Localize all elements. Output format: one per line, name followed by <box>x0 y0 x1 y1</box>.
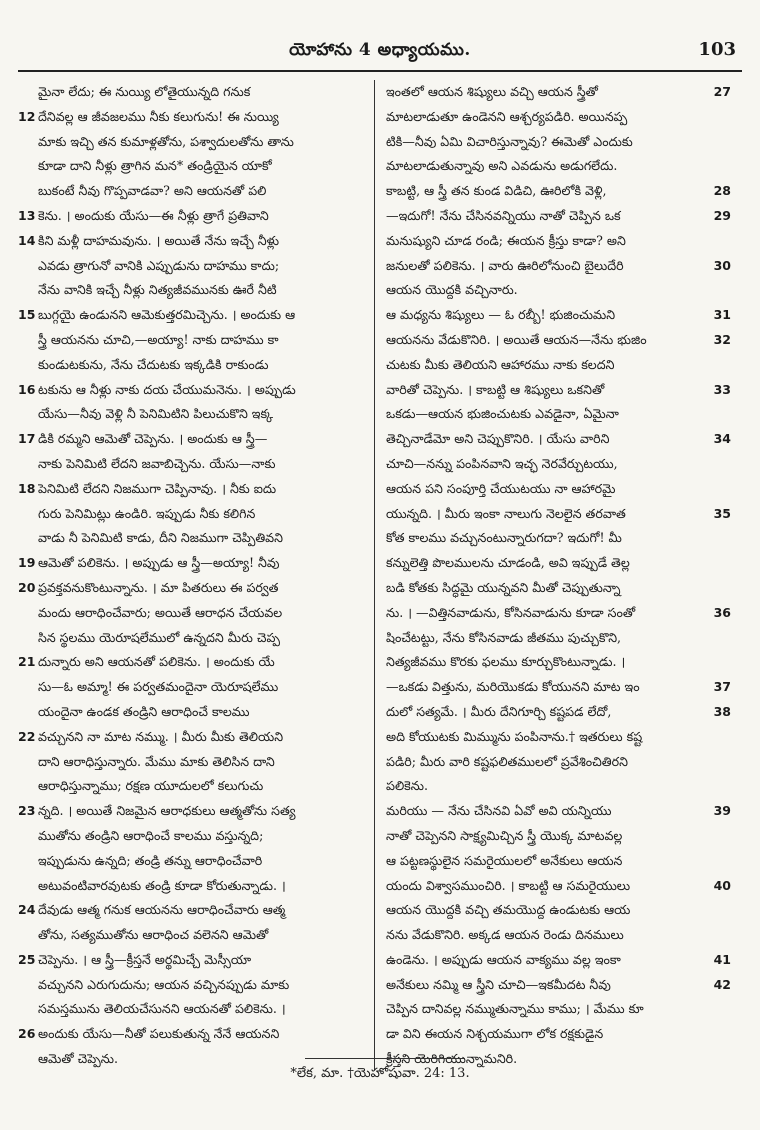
verse-text: ఆయన పని సంపూర్తి చేయుటయు నా ఆహారమై <box>386 480 616 496</box>
verse-text: ఆ మధ్యను శిష్యులు — ఓ రబ్బీ! భుజించుమని <box>386 307 616 323</box>
verse-number: 27 <box>713 84 731 99</box>
verse-text: పెనిమిటి లేదని నిజముగా చెప్పినావు. । నీకు ఐదు <box>38 480 277 496</box>
text-line <box>386 502 731 527</box>
verse-text: —ఒకడు విత్తును, మరియొకడు కోయునని మాట ఇం <box>386 679 640 695</box>
text-line <box>18 700 363 725</box>
header-rule <box>18 70 742 72</box>
verse-text: ఆరాధిస్తున్నాము; రక్షణ యూదులలో కలుగుచు <box>38 778 264 794</box>
text-line <box>386 179 731 204</box>
text-line <box>18 353 363 378</box>
verse-number: 39 <box>713 803 731 819</box>
text-line <box>386 452 731 477</box>
text-line <box>386 898 731 923</box>
text-line <box>386 675 731 700</box>
verse-text: మాటలాడుతూ ఉండెనని ఆశ్చర్యపడిరి. అయినప్ప <box>386 108 628 124</box>
text-line <box>18 130 363 155</box>
verse-text: ఇంతలో ఆయన శిష్యులు వచ్చి ఆయన స్త్రీతో <box>386 84 598 99</box>
text-line <box>386 427 731 452</box>
verse-text: ఎవడు త్రాగునో వానికి ఎప్పుడును దాహము కాదు; <box>38 257 280 273</box>
verse-number: 25 <box>18 951 36 967</box>
verse-number: 40 <box>713 877 731 893</box>
text-line <box>18 874 363 899</box>
text-line <box>386 229 731 254</box>
verse-text: డా విని ఈయన నిశ్చయముగా లోక రక్షకుడైన <box>386 1026 604 1042</box>
verse-text: మందు ఆరాధించేవారు; అయితే ఆరాధన చేయవల <box>38 604 283 620</box>
text-line <box>386 923 731 948</box>
verse-number: 32 <box>713 331 731 347</box>
chapter-title: యోహాను 4 అధ్యాయము. <box>289 40 471 60</box>
verse-text: వారితో చెప్పెను. । కాబట్టి ఆ శిష్యులు ఒకనితో <box>386 381 605 397</box>
verse-text: అందుకు యేసు—నీతో పలుకుతున్న నేనే ఆయనని <box>38 1026 280 1042</box>
text-line <box>18 378 363 403</box>
verse-text: సమస్తమును తెలియచేసునని ఆయనతో పలికెను. । <box>38 1001 286 1017</box>
text-line <box>18 328 363 353</box>
text-line <box>18 824 363 849</box>
text-line <box>18 303 363 328</box>
verse-number: 18 <box>18 480 36 496</box>
text-line <box>386 378 731 403</box>
text-line <box>18 551 363 576</box>
text-line <box>386 303 731 328</box>
verse-text: బడి కోతకు సిద్ధమై యున్నవని మీతో చెప్పుతున్నా <box>386 579 621 595</box>
verse-number: 16 <box>18 381 36 397</box>
verse-text: సు—ఓ అమ్మా! ఈ పర్వతమందైనా యెరూషలేము <box>38 679 279 695</box>
verse-text: తోను, సత్యముతోను ఆరాధించ వలెనని ఆమెతో <box>38 927 269 943</box>
text-line <box>18 526 363 551</box>
verse-number: 20 <box>18 579 36 595</box>
verse-number: 28 <box>713 183 731 199</box>
verse-text: యున్నది. । మీరు ఇంకా నాలుగు నెలలైన తరవాత <box>386 505 626 521</box>
verse-text: అనేకులు నమ్మి ఆ స్త్రీని చూచి—ఇకమీదట నీవు <box>386 976 611 992</box>
text-line <box>18 278 363 303</box>
text-line <box>386 1022 731 1047</box>
verse-number: 35 <box>713 505 731 521</box>
text-line <box>386 80 731 105</box>
verse-number: 29 <box>713 207 731 223</box>
text-line <box>386 601 731 626</box>
text-line <box>18 402 363 427</box>
verse-text: పలికెను. <box>386 778 428 794</box>
column-divider <box>374 80 375 1070</box>
text-line <box>18 997 363 1022</box>
verse-number: 41 <box>713 951 731 967</box>
left-column <box>18 80 363 1070</box>
verse-text: మాటలాడుతున్నావు అని ఎవడును అడుగలేదు. <box>386 158 618 174</box>
text-line <box>18 229 363 254</box>
text-line <box>386 402 731 427</box>
verse-text: గురు పెనిమిట్లు ఉండిరి. ఇప్పుడు నీకు కలిగిన <box>38 505 256 521</box>
text-line <box>18 254 363 279</box>
text-line <box>18 923 363 948</box>
verse-text: నను వేడుకొనిరి. అక్కడ ఆయన రెండు దినములు <box>386 927 624 943</box>
text-line <box>18 154 363 179</box>
verse-number: 31 <box>713 307 731 323</box>
verse-text: అది కోయుటకు మిమ్మును పంపినాను.† ఇతరులు కష్ట <box>386 728 643 744</box>
verse-number: 42 <box>713 976 731 992</box>
verse-text: ఆ పట్టణస్థులైన సమరైయులలో అనేకులు ఆయన <box>386 852 623 868</box>
verse-number: 21 <box>18 654 36 670</box>
verse-text: కూడా దాని నీళ్లు త్రాగిన మన* తండ్రియైన యాకో <box>38 158 272 174</box>
verse-text: టికి—నీవు ఏమి విచారిస్తున్నావు? ఈమెతో ఎందుకు <box>386 133 633 149</box>
text-line <box>18 626 363 651</box>
verse-number: 17 <box>18 431 36 447</box>
verse-text: క్రీస్తని యెరిగియున్నామనిరి. <box>386 1051 518 1067</box>
verse-text: కుండుటకును, నేను చేదుటకు ఇక్కడికి రాకుండు <box>38 356 269 372</box>
page-number: 103 <box>698 39 736 60</box>
verse-number: 37 <box>713 679 731 695</box>
verse-text: నాకు పెనిమిటి లేదని జవాబిచ్చెను. యేసు—నాకు <box>38 455 276 471</box>
verse-number: 26 <box>18 1026 36 1042</box>
verse-text: దేనివల్ల ఆ జీవజలము నీకు కలుగును! ఈ నుయ్యి <box>38 108 279 124</box>
verse-text: టకును ఆ నీళ్లు నాకు దయ చేయుమనెను. । అప్పుడు <box>38 381 296 397</box>
verse-text: మనుష్యుని చూడ రండి; ఈయన క్రీస్తు కాడా? అని <box>386 232 626 248</box>
text-line <box>386 105 731 130</box>
verse-text: సిన స్థలము యెరూషలేములో ఉన్నదని మీరు చెప్ప <box>38 629 280 645</box>
verse-text: బుగ్గయై ఉండునని ఆమెకుత్తరమిచ్చెను. । అందుకు ఆ <box>38 307 296 323</box>
text-line <box>386 725 731 750</box>
text-line <box>18 1022 363 1047</box>
text-line <box>386 650 731 675</box>
verse-text: ఇప్పుడును ఉన్నది; తండ్రి తన్ను ఆరాధించేవారి <box>38 852 263 868</box>
verse-number: 14 <box>18 232 36 248</box>
text-line <box>386 551 731 576</box>
text-line <box>386 849 731 874</box>
text-line <box>386 774 731 799</box>
verse-number: 38 <box>713 703 731 719</box>
verse-text: ఒకడు—ఆయన భుజించుటకు ఎవడైనా, ఏమైనా <box>386 406 619 422</box>
verse-text: ప్రవక్తవనుకొంటున్నాను. । మా పితరులు ఈ పర్వత <box>38 579 279 595</box>
verse-number: 23 <box>18 803 36 819</box>
verse-text: వచ్చునని నా మాట నమ్ము. । మీరు మీకు తెలియని <box>38 728 284 744</box>
verse-text: వచ్చునని ఎరుగుదును; ఆయన వచ్చినప్పుడు మాకు <box>38 976 290 992</box>
text-line <box>386 799 731 824</box>
verse-text: న్నది. । అయితే నిజమైన ఆరాధకులు ఆత్మతోను సత్య <box>38 803 296 819</box>
verse-text: యేసు—నీవు వెళ్లి నీ పెనిమిటిని పిలుచుకొని ఇక్క <box>38 406 274 422</box>
verse-text: షించేటట్టు, నేను కోసినవాడు జీతము పుచ్చుకొని, <box>386 629 622 645</box>
text-line <box>18 725 363 750</box>
text-line <box>18 452 363 477</box>
verse-text: యందు విశ్వాసముంచిరి. । కాబట్టి ఆ సమరైయులు <box>386 877 631 893</box>
footnote-rule <box>305 1058 465 1059</box>
text-line <box>18 799 363 824</box>
verse-text: బుకంటే నీవు గొప్పవాడవా? అని ఆయనతో పలి <box>38 183 267 199</box>
text-line <box>386 526 731 551</box>
verse-text: ఆమెతో పలికెను. । అప్పుడు ఆ స్త్రీ—అయ్యా! నీవు <box>38 555 280 571</box>
verse-text: జనులతో పలికెను. । వారు ఊరిలోనుంచి బైలుదేరి <box>386 257 624 273</box>
text-line <box>18 601 363 626</box>
verse-number: 24 <box>18 902 36 918</box>
text-line <box>386 130 731 155</box>
text-line <box>386 353 731 378</box>
verse-text: —ఇదుగో! నేను చేసినవన్నియు నాతో చెప్పిన ఒక <box>386 207 621 223</box>
text-line <box>386 874 731 899</box>
text-line <box>386 750 731 775</box>
verse-text: దాని ఆరాధిస్తున్నారు. మేము మాకు తెలిసిన దాని <box>38 753 275 769</box>
text-line <box>18 675 363 700</box>
text-line <box>386 154 731 179</box>
verse-text: మరియు — నేను చేసినవి ఏవో అవి యన్నియు <box>386 803 612 819</box>
text-line <box>386 626 731 651</box>
verse-text: ఆమెతో చెప్పెను. <box>38 1051 118 1067</box>
verse-text: చుటకు మీకు తెలియని ఆహారము నాకు కలదని <box>386 356 615 372</box>
verse-number: 33 <box>713 381 731 397</box>
verse-number: 36 <box>713 604 731 620</box>
verse-text: దేవుడు ఆత్మ గనుక ఆయనను ఆరాధించేవారు ఆత్మ <box>38 902 286 918</box>
text-line <box>18 477 363 502</box>
verse-text: చెప్పెను. । ఆ స్త్రీ—క్రీస్తనే అర్థమిచ్చే మెస్సీయా <box>38 951 252 967</box>
text-line <box>18 502 363 527</box>
text-line <box>386 948 731 973</box>
verse-text: వాడు నీ పెనిమిటి కాడు, దీని నిజముగా చెప్పితివని <box>38 530 283 546</box>
verse-number: 22 <box>18 728 36 744</box>
verse-text: కెను. । అందుకు యేసు—ఈ నీళ్లు త్రాగే ప్రతివాని <box>38 207 269 223</box>
text-line <box>386 328 731 353</box>
text-line <box>18 948 363 973</box>
verse-text: నిత్యజీవము కొరకు ఫలము కూర్చుకొంటున్నాడు. । <box>386 654 626 670</box>
verse-number: 34 <box>713 431 731 447</box>
text-line <box>386 278 731 303</box>
right-column <box>386 80 731 1070</box>
text-line <box>18 204 363 229</box>
verse-text: ఆయన యొద్దకి వచ్చినారు. <box>386 282 518 298</box>
verse-text: కాబట్టి, ఆ స్త్రీ తన కుండ విడిచి, ఊరిలోకి వెళ్లి, <box>386 183 607 199</box>
text-line <box>18 576 363 601</box>
text-line <box>18 427 363 452</box>
text-line <box>18 849 363 874</box>
text-line <box>18 179 363 204</box>
verse-text: తెచ్చినాడేమో అని చెప్పుకొనిరి. । యేసు వారిని <box>386 431 610 447</box>
verse-number: 15 <box>18 307 36 323</box>
text-line <box>18 973 363 998</box>
verse-text: ఉండెను. । అప్పుడు ఆయన వాక్యము వల్ల ఇంకా <box>386 951 621 967</box>
text-line <box>386 477 731 502</box>
verse-text: ను. । —విత్తినవాడును, కోసినవాడును కూడా సంతో <box>386 604 636 620</box>
verse-text: డికి రమ్మని ఆమెతో చెప్పెను. । అందుకు ఆ స్త్రీ— <box>38 431 268 447</box>
verse-text: అటువంటివారవుటకు తండ్రి కూడా కోరుతున్నాడు. । <box>38 877 286 893</box>
text-line <box>18 80 363 105</box>
verse-number: 12 <box>18 108 36 124</box>
verse-text: దున్నారు అని ఆయనతో పలికెను. । అందుకు యే <box>38 654 275 670</box>
verse-text: కిని మళ్లీ దాహమవును. । అయితే నేను ఇచ్చే నీళ్లు <box>38 232 280 248</box>
verse-text: ఆయనను వేడుకొనిరి. । అయితే ఆయన—నేను భుజిం <box>386 331 647 347</box>
verse-text: యందైనా ఉండక తండ్రిని ఆరాధించే కాలము <box>38 703 250 719</box>
text-columns <box>18 80 744 1070</box>
verse-number: 13 <box>18 207 36 223</box>
text-line <box>18 898 363 923</box>
verse-text: చూచి—నన్ను పంపినవాని ఇచ్ఛ నెరవేర్చుటయు, <box>386 455 618 471</box>
text-line <box>386 997 731 1022</box>
text-line <box>386 204 731 229</box>
verse-text: కన్నులెత్తి పొలములను చూడండి, అవి ఇప్పుడే తెల్ల <box>386 555 630 571</box>
verse-text: కోత కాలము వచ్చునంటున్నారుగదా? ఇదుగో! మీ <box>386 530 622 546</box>
text-line <box>18 750 363 775</box>
verse-text: చెప్పిన దానివల్ల నమ్ముతున్నాము కాము; । మేము కూ <box>386 1001 644 1017</box>
verse-number: 30 <box>713 257 731 273</box>
text-line <box>386 700 731 725</box>
verse-text: నేను వానికి ఇచ్చే నీళ్లు నిత్యజీవమునకు ఊరే నీటి <box>38 282 277 298</box>
text-line <box>386 973 731 998</box>
verse-text: దులో సత్యమే. । మీరు దేనిగూర్చి కష్టపడ లేదో, <box>386 703 612 719</box>
verse-text: ముతోను తండ్రిని ఆరాధించే కాలము వస్తున్నది; <box>38 827 264 843</box>
footnote: *లేక, మా. †యెహోషువా. 24: 13. <box>290 1066 470 1081</box>
verse-text: మైనా లేదు; ఈ నుయ్యి లోతైయున్నది గనుక <box>38 84 251 99</box>
verse-text: పడిరి; మీరు వారి కష్టఫలితములలో ప్రవేశించితిరని <box>386 753 628 769</box>
text-line <box>386 576 731 601</box>
verse-text: ఆయన యొద్దకి వచ్చి తమయొద్ద ఉండుటకు ఆయ <box>386 902 631 918</box>
page-header <box>18 34 742 76</box>
text-line <box>18 774 363 799</box>
text-line <box>386 254 731 279</box>
text-line <box>18 105 363 130</box>
verse-number: 19 <box>18 555 36 571</box>
text-line <box>386 824 731 849</box>
verse-text: మాకు ఇచ్చి తన కుమాళ్లతోను, పశ్వాదులతోను తాను <box>38 133 294 149</box>
verse-text: స్త్రీ ఆయనను చూచి,—అయ్యా! నాకు దాహము కా <box>38 331 279 347</box>
verse-text: నాతో చెప్పెనని సాక్ష్యమిచ్చిన స్త్రీ యొక్క మాటవల్ల <box>386 827 623 843</box>
text-line <box>18 650 363 675</box>
